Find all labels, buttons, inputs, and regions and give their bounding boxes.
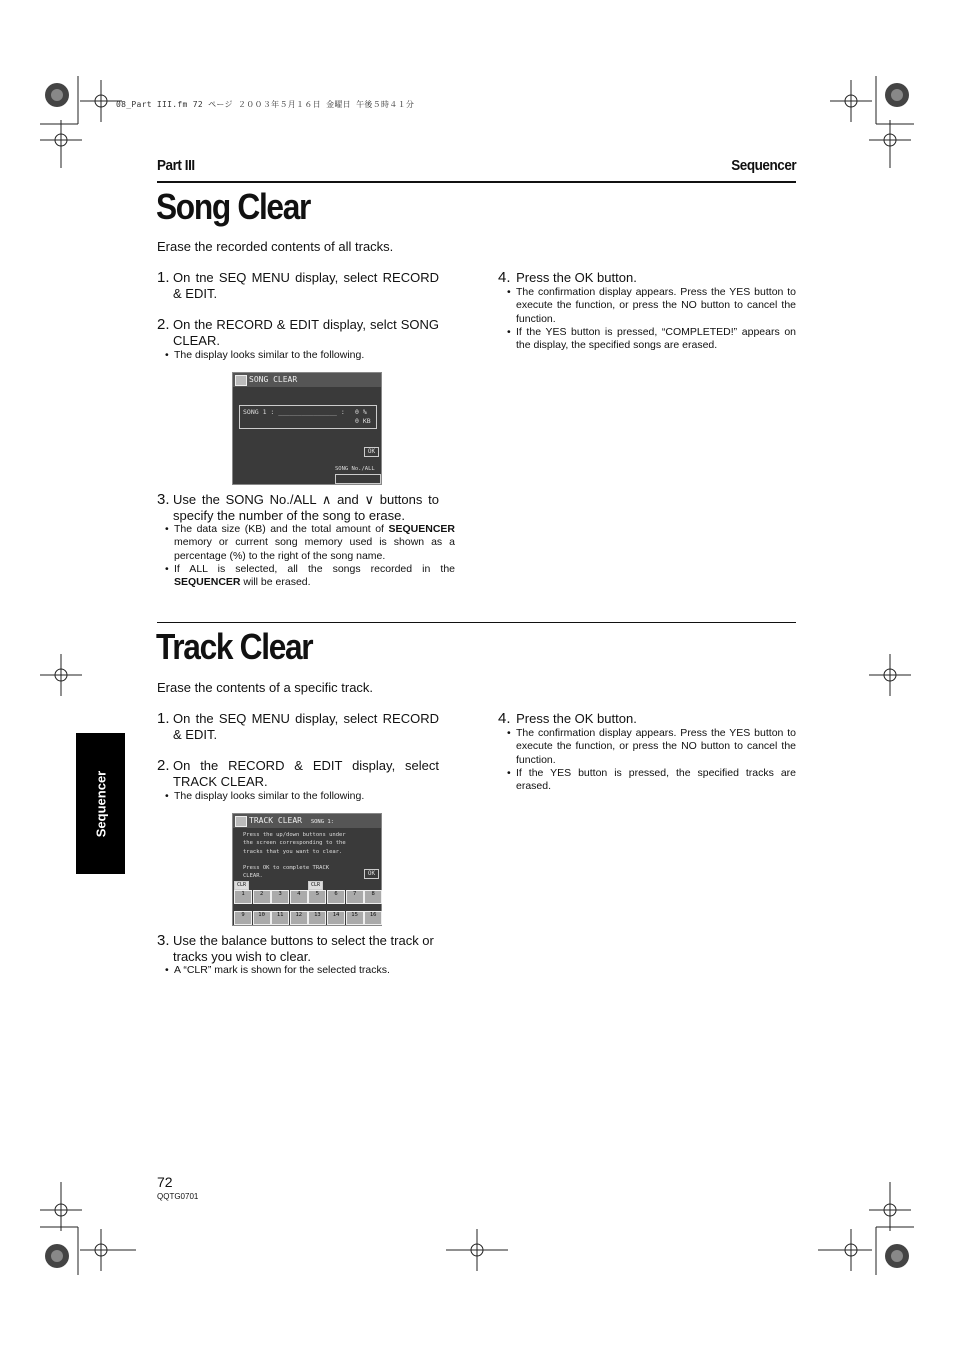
track-step-3-bullets [165,964,455,977]
bullet-bold: SEQUENCER [388,523,455,535]
track-button-1[interactable]: 1 [234,890,252,904]
bullet-text: will be erased. [240,576,311,589]
step-number: 3. [157,491,170,508]
song-step-4 [498,270,780,286]
song-line: SONG 1 : _______________ : [243,408,345,416]
track-clear-title: Track Clear [156,626,313,667]
display-title: SONG CLEAR [249,375,298,384]
song-no-buttons[interactable] [335,474,381,484]
note-icon [235,816,247,827]
bullet-bold: SEQUENCER [174,576,241,589]
track-button-8[interactable]: 8 [364,890,382,904]
track-button-16[interactable]: 16 [364,911,382,925]
ok-button[interactable]: OK [364,447,379,457]
track-button-9[interactable]: 9 [234,911,252,925]
step-text-a: Use the SONG No./ALL [173,492,317,507]
bullet-text: memory or current song memory used is shown as a percentage (%) to the right of the song name. [174,536,455,562]
track-button-10[interactable]: 10 [253,911,271,925]
track-button-12[interactable]: 12 [290,911,308,925]
side-tab [76,733,125,874]
header-rule [157,181,796,183]
track-button-13[interactable]: 13 [308,911,326,925]
display-title: TRACK CLEAR [249,816,302,825]
page-number: 72 [157,1174,173,1190]
track-button-7[interactable]: 7 [346,890,364,904]
display-song: SONG 1: [310,819,334,825]
bullet: • The confirmation display appears. Press the YES button to execute the function, or press the NO button to cancel the function. [507,727,796,767]
bullet: • If the YES button is pressed, the specified tracks are erased. [507,767,796,794]
clr-mark: CLR [308,881,323,890]
step-number: 2. [157,757,170,774]
track-button-15[interactable]: 15 [346,911,364,925]
track-step-2 [157,758,439,790]
track-step-2-bullets [165,790,455,803]
song-step-4-bullets [507,286,796,352]
track-clear-intro: Erase the contents of a specific track. [157,680,374,695]
song-clear-display [232,372,382,485]
step-text: Press the OK button. [516,270,637,285]
down-arrow-icon: ∨ [364,492,375,507]
kb-readout: 0 KB [355,417,371,425]
step-number: 3. [157,932,170,949]
step-text: On the RECORD & EDIT display, select TRACK CLEAR. [173,758,439,789]
track-button-6[interactable]: 6 [327,890,345,904]
step-text: On the RECORD & EDIT display, selct SONG CLEAR. [173,317,439,348]
display-instructions: Press the up/down buttons under the screen corresponding to the tracks that you want to clear. Press OK to complete TRACK CLEAR. [243,832,346,880]
track-clear-display [232,813,382,926]
track-button-11[interactable]: 11 [271,911,289,925]
song-clear-intro: Erase the recorded contents of all tracks. [157,239,394,254]
track-step-3 [157,933,439,965]
ok-button[interactable]: OK [364,869,379,879]
step-number: 4. [498,269,511,286]
track-step-4 [498,711,780,727]
file-info: 08_Part III.fm 72 ページ ２００３年５月１６日 金曜日 午後５時４１分 [116,100,415,109]
header-section: Sequencer [731,157,796,174]
song-step-1 [157,270,439,302]
song-clear-title: Song Clear [156,186,311,227]
song-step-3 [157,492,439,524]
display-title-bar [233,373,381,387]
step-text [157,492,439,524]
up-arrow-icon: ∧ [321,492,332,507]
step-number: 2. [157,316,170,333]
track-button-5[interactable]: 5 [308,890,326,904]
bullet [165,523,455,563]
step-text-c: buttons to specify the number of the song to erase. [173,492,439,523]
bullet [165,563,455,590]
step-number: 1. [157,269,170,286]
step-number: 1. [157,710,170,727]
bullet: • The confirmation display appears. Press the YES button to execute the function, or press the NO button to cancel the function. [507,286,796,326]
percent-readout: 0 % [355,408,367,416]
side-tab-label: Sequencer [93,770,108,837]
display-title-bar [233,814,381,828]
track-step-4-bullets [507,727,796,793]
track-button-2[interactable]: 2 [253,890,271,904]
header-part: Part III [157,157,195,174]
song-step-3-bullets [165,523,455,589]
bullet: • The display looks similar to the following. [165,349,455,362]
step-text: Use the balance buttons to select the track or tracks you wish to clear. [173,933,434,964]
track-button-4[interactable]: 4 [290,890,308,904]
song-step-2-bullets [165,349,455,362]
step-text-b: and [337,492,359,507]
song-step-2 [157,317,439,349]
track-step-1 [157,711,439,743]
bullet-text: If ALL is selected, all the songs recorded in the [174,562,455,575]
track-button-3[interactable]: 3 [271,890,289,904]
track-button-14[interactable]: 14 [327,911,345,925]
note-icon [235,375,247,386]
clr-mark: CLR [234,881,249,890]
step-text: On tne SEQ MENU display, select RECORD & EDIT. [173,270,439,301]
bullet: • If the YES button is pressed, “COMPLETED!” appears on the display, the specified songs are erased. [507,326,796,353]
bullet-text: The data size (KB) and the total amount of [174,523,389,535]
section-rule [157,622,796,623]
bullet: • A “CLR” mark is shown for the selected tracks. [165,964,455,977]
document-code: QQTG0701 [157,1192,199,1201]
step-text: Press the OK button. [516,711,637,726]
step-number: 4. [498,710,511,727]
bullet: • The display looks similar to the following. [165,790,455,803]
song-no-label: SONG No./ALL [335,466,375,472]
step-text: On the SEQ MENU display, select RECORD & EDIT. [173,711,439,742]
